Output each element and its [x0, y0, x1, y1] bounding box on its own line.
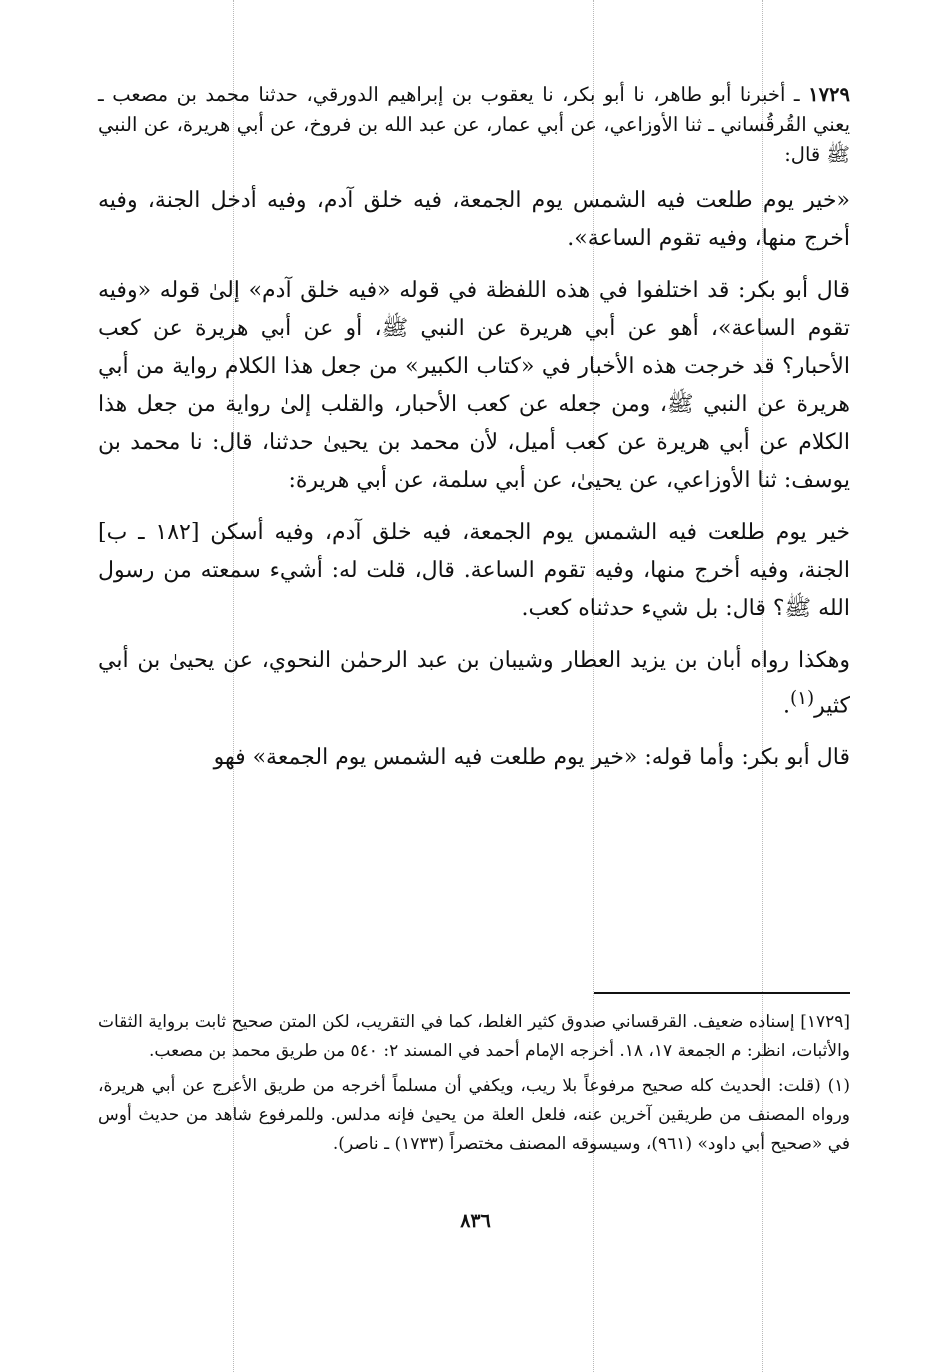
page-body	[98, 80, 850, 1154]
footnotes	[98, 1008, 850, 1165]
isnad-text: ـ أخبرنا أبو طاهر، نا أبو بكر، نا يعقوب بن إبراهيم الدورقي، حدثنا محمد بن مصعب ـ يعني القُرقُساني ـ ثنا الأوزاعي، عن أبي عمار، عن عبد الله بن فروخ، عن أبي هريرة، عن النبي ﷺ قال:	[98, 83, 850, 166]
narration-paragraph	[98, 642, 850, 725]
page-number: ٨٣٦	[460, 1210, 491, 1232]
narration-end: .	[782, 693, 790, 719]
footnote-1: (١) (قلت: الحديث كله صحيح مرفوعاً بلا ريب، ويكفي أن مسلماً أخرجه من طريق الأعرج عن أبي هريرة، ورواه المصنف من طريقين آخرين عنه، فلعل العلة من يحيىٰ فإنه مدلس. وللمرفوع شاهد من حديث أوس في «صحيح أبي داود» (٩٦١)، وسيسوقه المصنف مختصراً (١٧٣٣) ـ ناصر).	[98, 1076, 850, 1154]
narration-text: وهكذا رواه أبان بن يزيد العطار وشيبان بن عبد الرحمٰن النحوي، عن يحيىٰ بن أبي كثير	[98, 648, 850, 719]
main-text	[98, 80, 850, 777]
commentary-paragraph-final: قال أبو بكر: وأما قوله: «خير يوم طلعت فيه الشمس يوم الجمعة» فهو	[213, 745, 850, 771]
hadith-number: ١٧٢٩	[808, 83, 850, 106]
quote-paragraph: خير يوم طلعت فيه الشمس يوم الجمعة، فيه خلق آدم، وفيه أسكن [١٨٢ ـ ب] الجنة، وفيه أخرج منها، وفيه تقوم الساعة. قال، قلت له: أشيء سمعته من رسول الله ﷺ؟ قال: بل شيء حدثناه كعب.	[98, 520, 850, 621]
hadith-isnad	[98, 80, 850, 170]
footnote-marker: (١)	[789, 688, 815, 709]
footnote-1729: [١٧٢٩] إسناده ضعيف. القرقساني صدوق كثير الغلط، كما في التقريب، لكن المتن صحيح ثابت برواية الثقات والأثبات، انظر: م الجمعة ١٧، ١٨. أخرجه الإمام أحمد في المسند ٢: ٥٤٠ من طريق محمد بن مصعب.	[98, 1012, 850, 1061]
commentary-paragraph: قال أبو بكر: قد اختلفوا في هذه اللفظة في قوله «فيه خلق آدم» إلىٰ قوله «وفيه تقوم الساعة»، أهو عن أبي هريرة عن النبي ﷺ، أو عن أبي هريرة عن كعب الأحبار؟ قد خرجت هذه الأخبار في «كتاب الكبير» من جعل هذا الكلام رواية من أبي هريرة عن النبي ﷺ، ومن جعله عن كعب الأحبار، والقلب إلىٰ رواية من جعل هذا الكلام عن أبي هريرة عن كعب أميل، لأن محمد بن يحيىٰ حدثنا، قال: نا محمد بن يوسف: ثنا الأوزاعي، عن يحيىٰ، عن أبي سلمة، عن أبي هريرة:	[98, 278, 850, 493]
hadith-matn: «خير يوم طلعت فيه الشمس يوم الجمعة، فيه خلق آدم، وفيه أدخل الجنة، وفيه أخرج منها، وفيه تقوم الساعة».	[98, 188, 850, 251]
footnote-separator	[594, 992, 850, 994]
